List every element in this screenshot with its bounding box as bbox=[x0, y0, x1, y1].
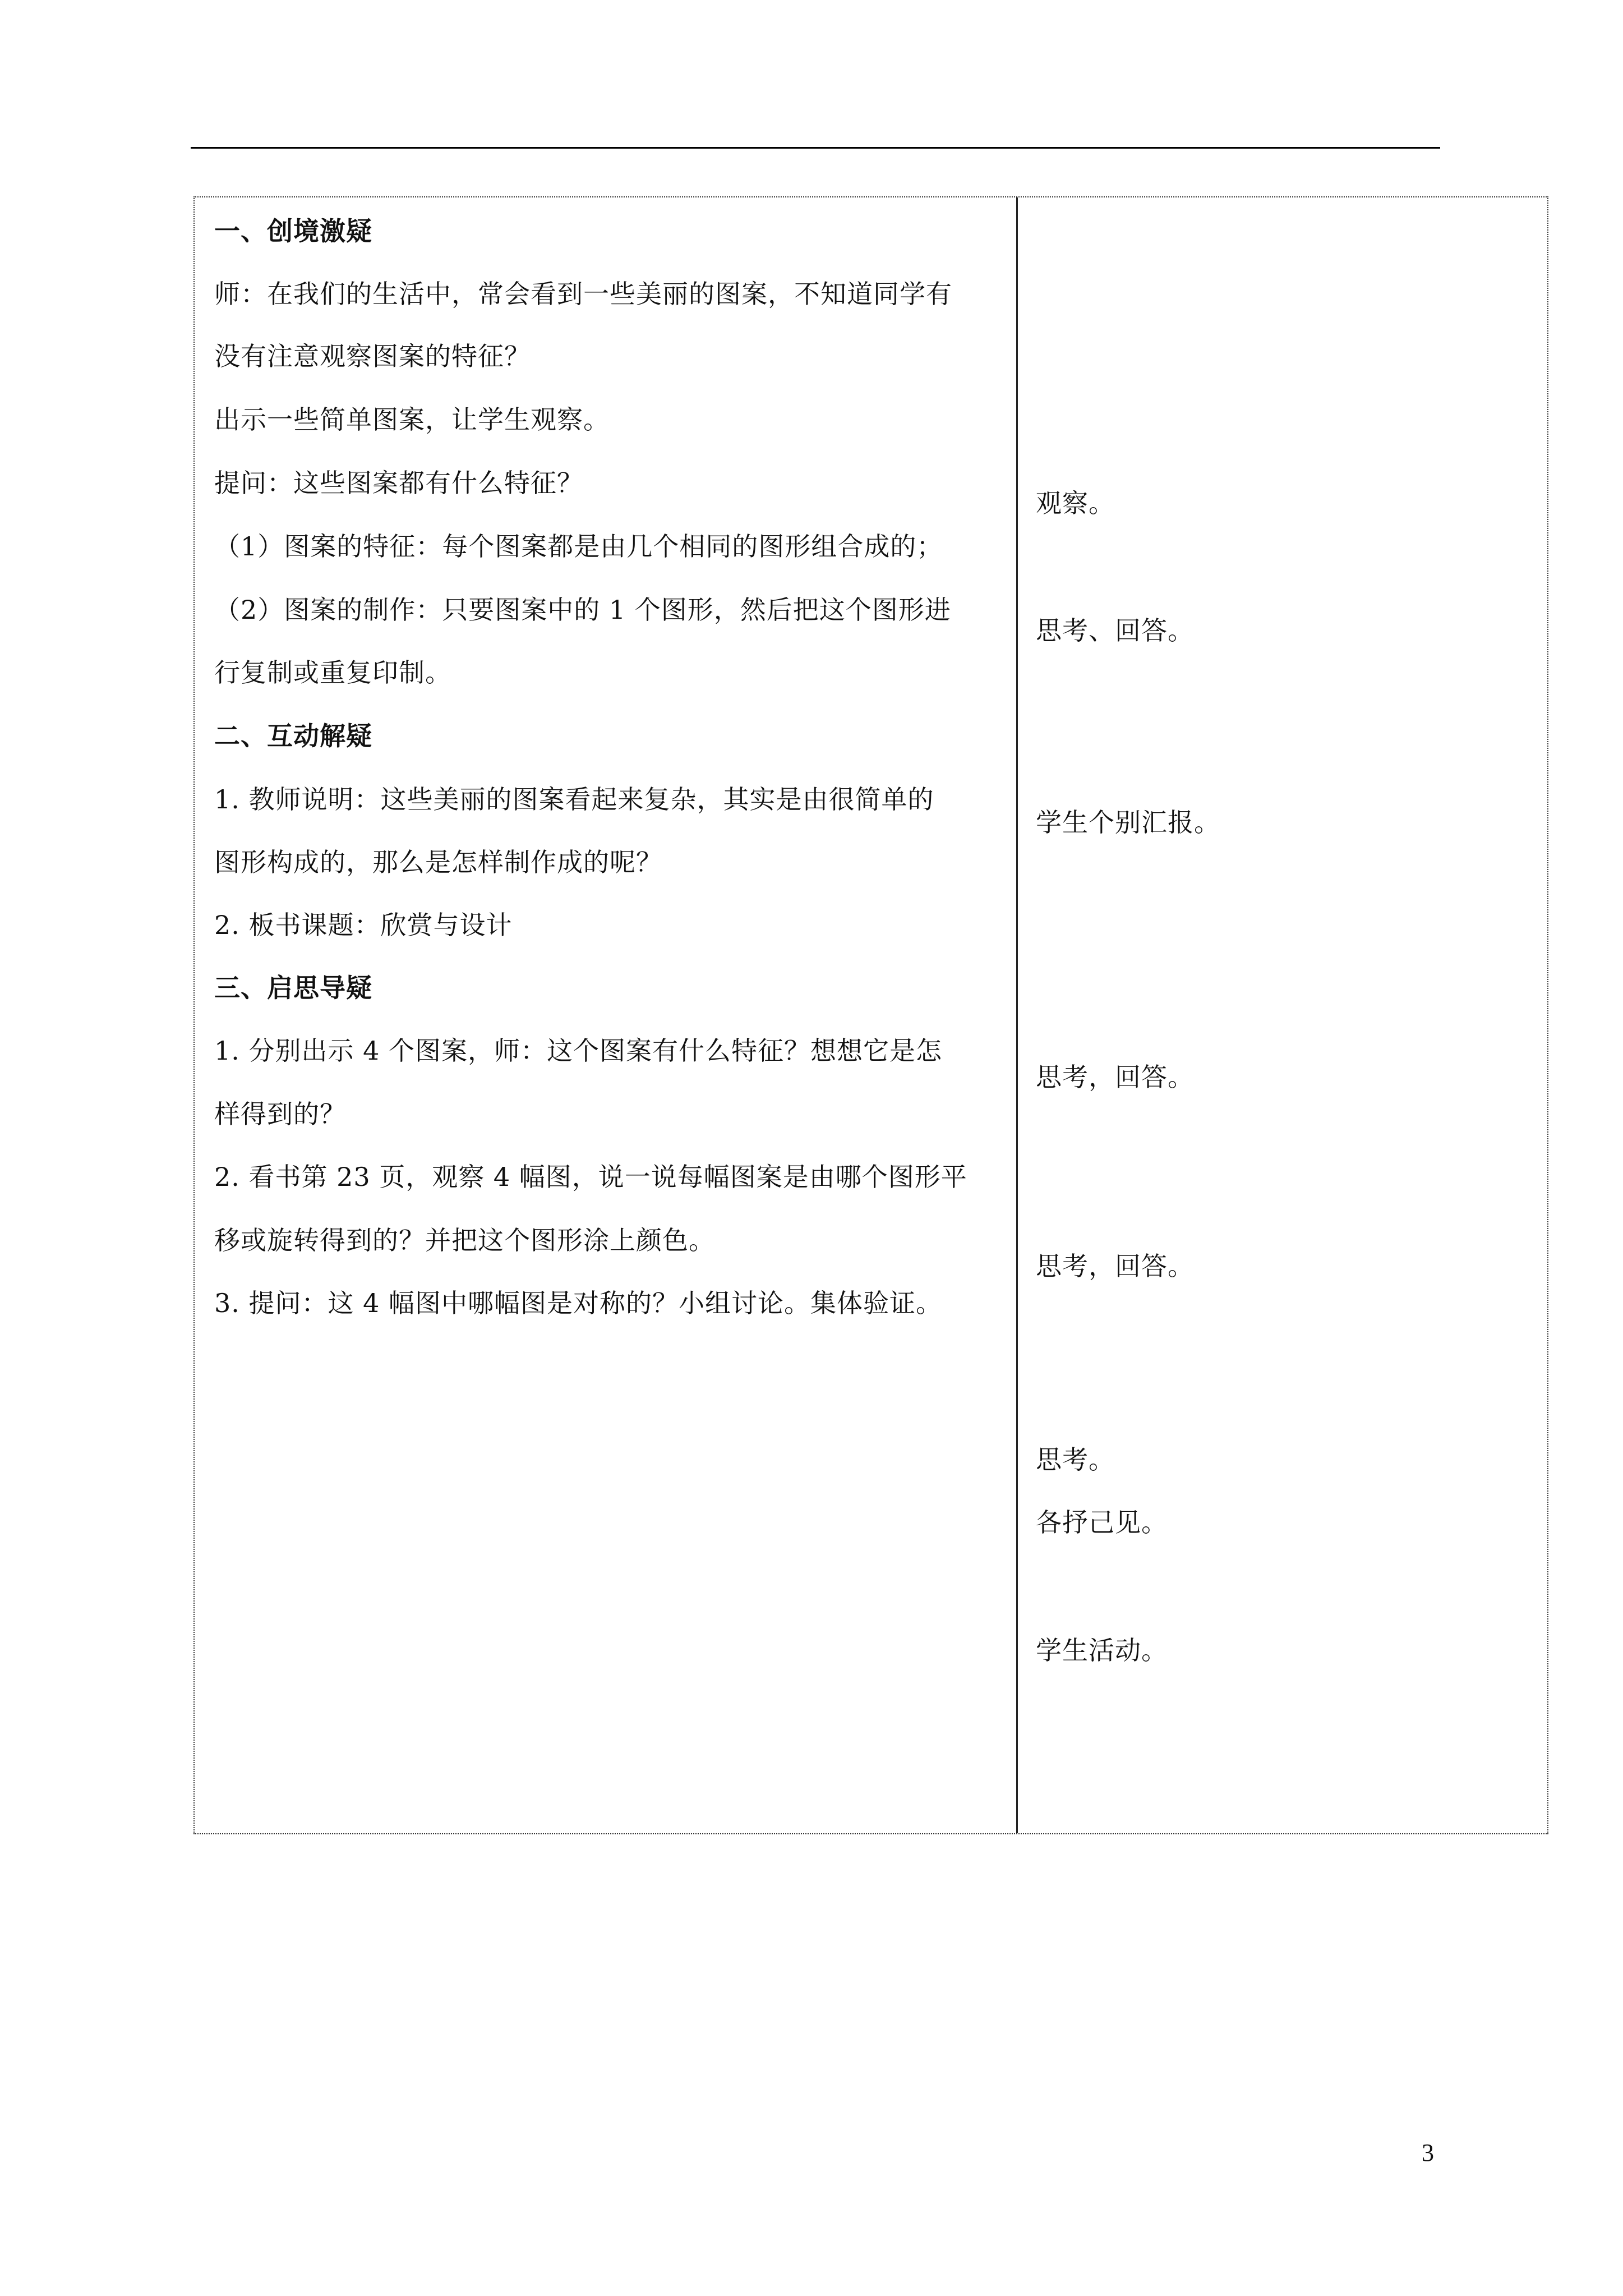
section-2-line: 2. 板书课题：欣赏与设计 bbox=[214, 910, 513, 940]
section-2-line: 1. 教师说明：这些美丽的图案看起来复杂，其实是由很简单的 bbox=[214, 784, 934, 815]
section-2-heading: 二、互动解疑 bbox=[214, 721, 372, 751]
section-1-line: 提问：这些图案都有什么特征？ bbox=[214, 468, 583, 498]
section-1-line: 出示一些简单图案，让学生观察。 bbox=[214, 404, 610, 435]
teacher-activity-column bbox=[195, 197, 1018, 1833]
student-note: 学生个别汇报。 bbox=[1036, 807, 1220, 838]
student-activity-column bbox=[1018, 197, 1550, 1833]
lesson-plan-table bbox=[193, 196, 1548, 1834]
student-note: 思考，回答。 bbox=[1036, 1251, 1194, 1281]
section-3-line: 1. 分别出示 4 个图案，师：这个图案有什么特征？想想它是怎 bbox=[214, 1036, 943, 1066]
section-1-line: 没有注意观察图案的特征？ bbox=[214, 341, 531, 371]
section-1-heading: 一、创境激疑 bbox=[214, 216, 372, 246]
student-note: 思考，回答。 bbox=[1036, 1062, 1194, 1092]
student-note: 思考、回答。 bbox=[1036, 615, 1194, 646]
section-1-line: 师：在我们的生活中，常会看到一些美丽的图案，不知道同学有 bbox=[214, 279, 952, 309]
student-note: 观察。 bbox=[1036, 488, 1115, 518]
section-3-line: 移或旋转得到的？并把这个图形涂上颜色。 bbox=[214, 1225, 715, 1255]
section-3-heading: 三、启思导疑 bbox=[214, 973, 372, 1003]
page-number: 3 bbox=[1422, 2139, 1434, 2166]
section-1-line: （1）图案的特征：每个图案都是由几个相同的图形组合成的； bbox=[214, 531, 943, 562]
student-note: 各抒己见。 bbox=[1036, 1507, 1168, 1538]
section-3-line: 样得到的？ bbox=[214, 1099, 346, 1129]
student-note: 思考。 bbox=[1036, 1444, 1115, 1475]
section-3-line: 2. 看书第 23 页，观察 4 幅图，说一说每幅图案是由哪个图形平 bbox=[214, 1162, 967, 1192]
section-2-line: 图形构成的，那么是怎样制作成的呢？ bbox=[214, 847, 662, 877]
section-3-line: 3. 提问：这 4 幅图中哪幅图是对称的？小组讨论。集体验证。 bbox=[214, 1288, 943, 1318]
header-rule bbox=[191, 147, 1440, 149]
section-1-line: （2）图案的制作：只要图案中的 1 个图形，然后把这个图形进 bbox=[214, 595, 951, 625]
student-note: 学生活动。 bbox=[1036, 1635, 1168, 1665]
section-1-line: 行复制或重复印制。 bbox=[214, 657, 451, 688]
